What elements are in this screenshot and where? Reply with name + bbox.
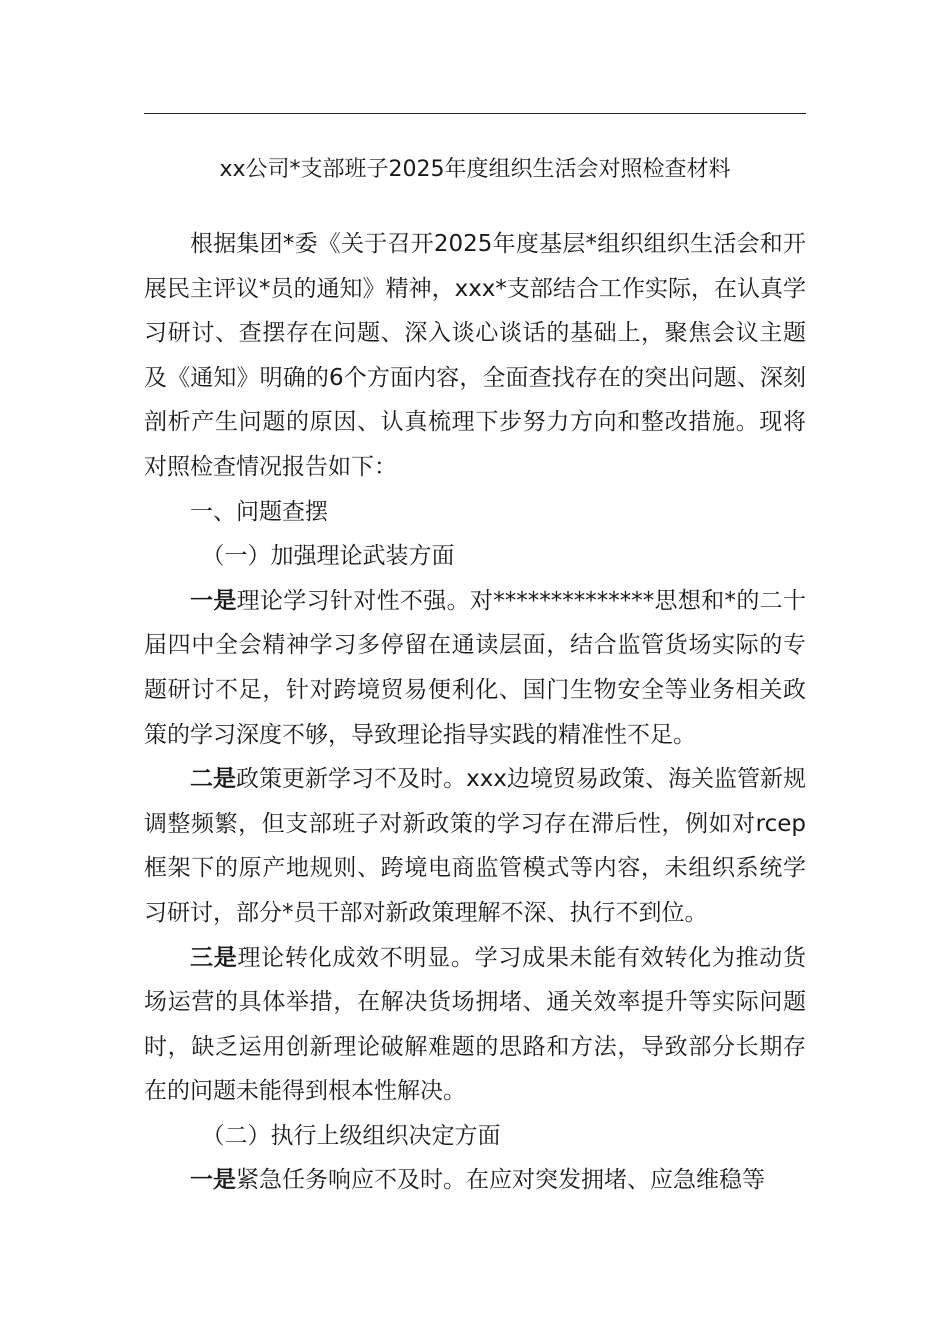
item-text: 紧急任务响应不及时。在应对突发拥堵、应急维稳等 — [236, 1167, 765, 1194]
item-text: 理论转化成效不明显。学习成果未能有效转化为推动货场运营的具体举措，在解决货场拥堵、通关效率提升等实际问题时，缺乏运用创新理论破解难题的思路和方法，导致部分长期存在的问题未能得到根本性解决。 — [144, 944, 807, 1105]
list-item — [144, 936, 806, 1114]
section-heading-1: 一、问题查摆 — [190, 498, 328, 525]
list-item — [144, 1158, 806, 1203]
item-lead: 三是 — [190, 944, 238, 971]
item-lead: 一是 — [190, 587, 237, 614]
list-item — [144, 579, 806, 757]
item-lead: 一是 — [190, 1167, 236, 1194]
intro-paragraph: 根据集团*委《关于召开2025年度基层*组织组织生活会和开展民主评议*员的通知》精神，xxx*支部结合工作实际，在认真学习研讨、查摆存在问题、深入谈心谈话的基础上，聚焦会议主题及《通知》明确的6个方面内容，全面查找存在的突出问题、深刻剖析产生问题的原因、认真梳理下步努力方向和整改措施。现将对照检查情况报告如下： — [144, 231, 806, 480]
item-text: 政策更新学习不及时。xxx边境贸易政策、海关监管新规调整频繁，但支部班子对新政策的学习存在滞后性，例如对rcep框架下的原产地规则、跨境电商监管模式等内容，未组织系统学习研讨，部分*员干部对新政策理解不深、执行不到位。 — [144, 766, 806, 926]
header-rule — [144, 113, 806, 114]
subsection-heading-1: （一）加强理论武装方面 — [201, 543, 455, 570]
item-text: 理论学习针对性不强。对**************思想和*的二十届四中全会精神学习多停留在通读层面，结合监管货场实际的专题研讨不足，针对跨境贸易便利化、国门生物安全等业务相关政策的学习深度不够，导致理论指导实践的精准性不足。 — [144, 587, 807, 748]
list-item — [144, 757, 806, 935]
subsection-heading-2: （二）执行上级组织决定方面 — [201, 1122, 501, 1149]
item-lead: 二是 — [190, 766, 237, 793]
document-title: xx公司*支部班子2025年度组织生活会对照检查材料 — [219, 157, 731, 182]
document-body — [144, 222, 806, 1203]
